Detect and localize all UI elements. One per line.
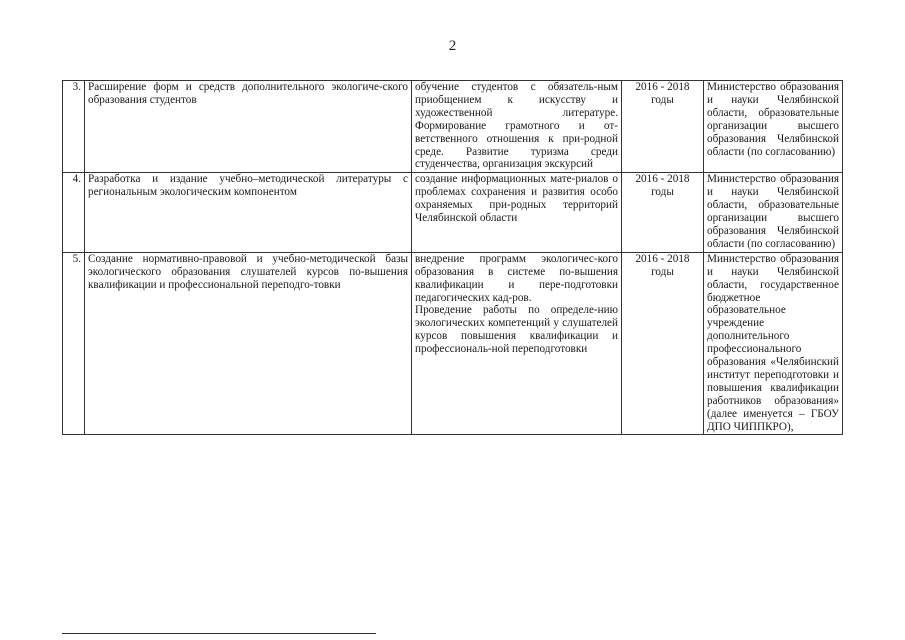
- content-paragraph: создание информационных мате-риалов о проблемах сохранения и развития особо охраняемых при-родных территорий Челябинской области: [415, 173, 618, 225]
- row-number: 5.: [63, 252, 85, 435]
- table-row: [63, 252, 843, 435]
- content-cell: [412, 252, 622, 435]
- content-paragraph: Проведение работы по определе-нию экологических компетенций у слушателей курсов повышения квалификации и профессиональ-ной переподготовки: [415, 304, 618, 356]
- content-cell: [412, 81, 622, 173]
- activity-cell: Создание нормативно-правовой и учебно-методической базы экологического образования слушателей курсов по-вышения квалификации и профессиональной переподго-товки: [85, 252, 412, 435]
- activity-cell: Расширение форм и средств дополнительного экологиче-ского образования студентов: [85, 81, 412, 173]
- footnote-divider: [62, 633, 376, 634]
- executor-cell: Министерство образования и науки Челябинской области, образовательные организации высшего образования Челябинской области (по согласованию): [704, 81, 843, 173]
- content-paragraph: обучение студентов с обязатель-ным приобщением к искусству и художественной литературе. Формирование грамотного и от-ветственного отношения к при-родной среде. Развитие туризма среди студенчества, организация экскурсий: [415, 81, 618, 171]
- program-table: [62, 80, 843, 435]
- executor-cell: Министерство образования и науки Челябинской области, государственное бюджетное образовательное учреждение дополнительного профессионального образования «Челябинский институт переподготовки и повышения квалификации работников образования» (далее именуется – ГБОУ ДПО ЧИППКРО),: [704, 252, 843, 435]
- period-cell: 2016 - 2018 годы: [622, 173, 704, 252]
- content-cell: [412, 173, 622, 252]
- table-row: [63, 81, 843, 173]
- row-number: 4.: [63, 173, 85, 252]
- content-paragraph: внедрение программ экологичес-кого образования в системе по-вышения квалификации и пере-подготовки педагогических кад-ров.: [415, 252, 618, 304]
- period-cell: 2016 - 2018 годы: [622, 252, 704, 435]
- executor-cell: Министерство образования и науки Челябинской области, образовательные организации высшего образования Челябинской области (по согласованию): [704, 173, 843, 252]
- activity-cell: Разработка и издание учебно–методической литературы с региональным экологическим компонентом: [85, 173, 412, 252]
- row-number: 3.: [63, 81, 85, 173]
- period-cell: 2016 - 2018 годы: [622, 81, 704, 173]
- table-row: [63, 173, 843, 252]
- page-number: 2: [448, 38, 457, 54]
